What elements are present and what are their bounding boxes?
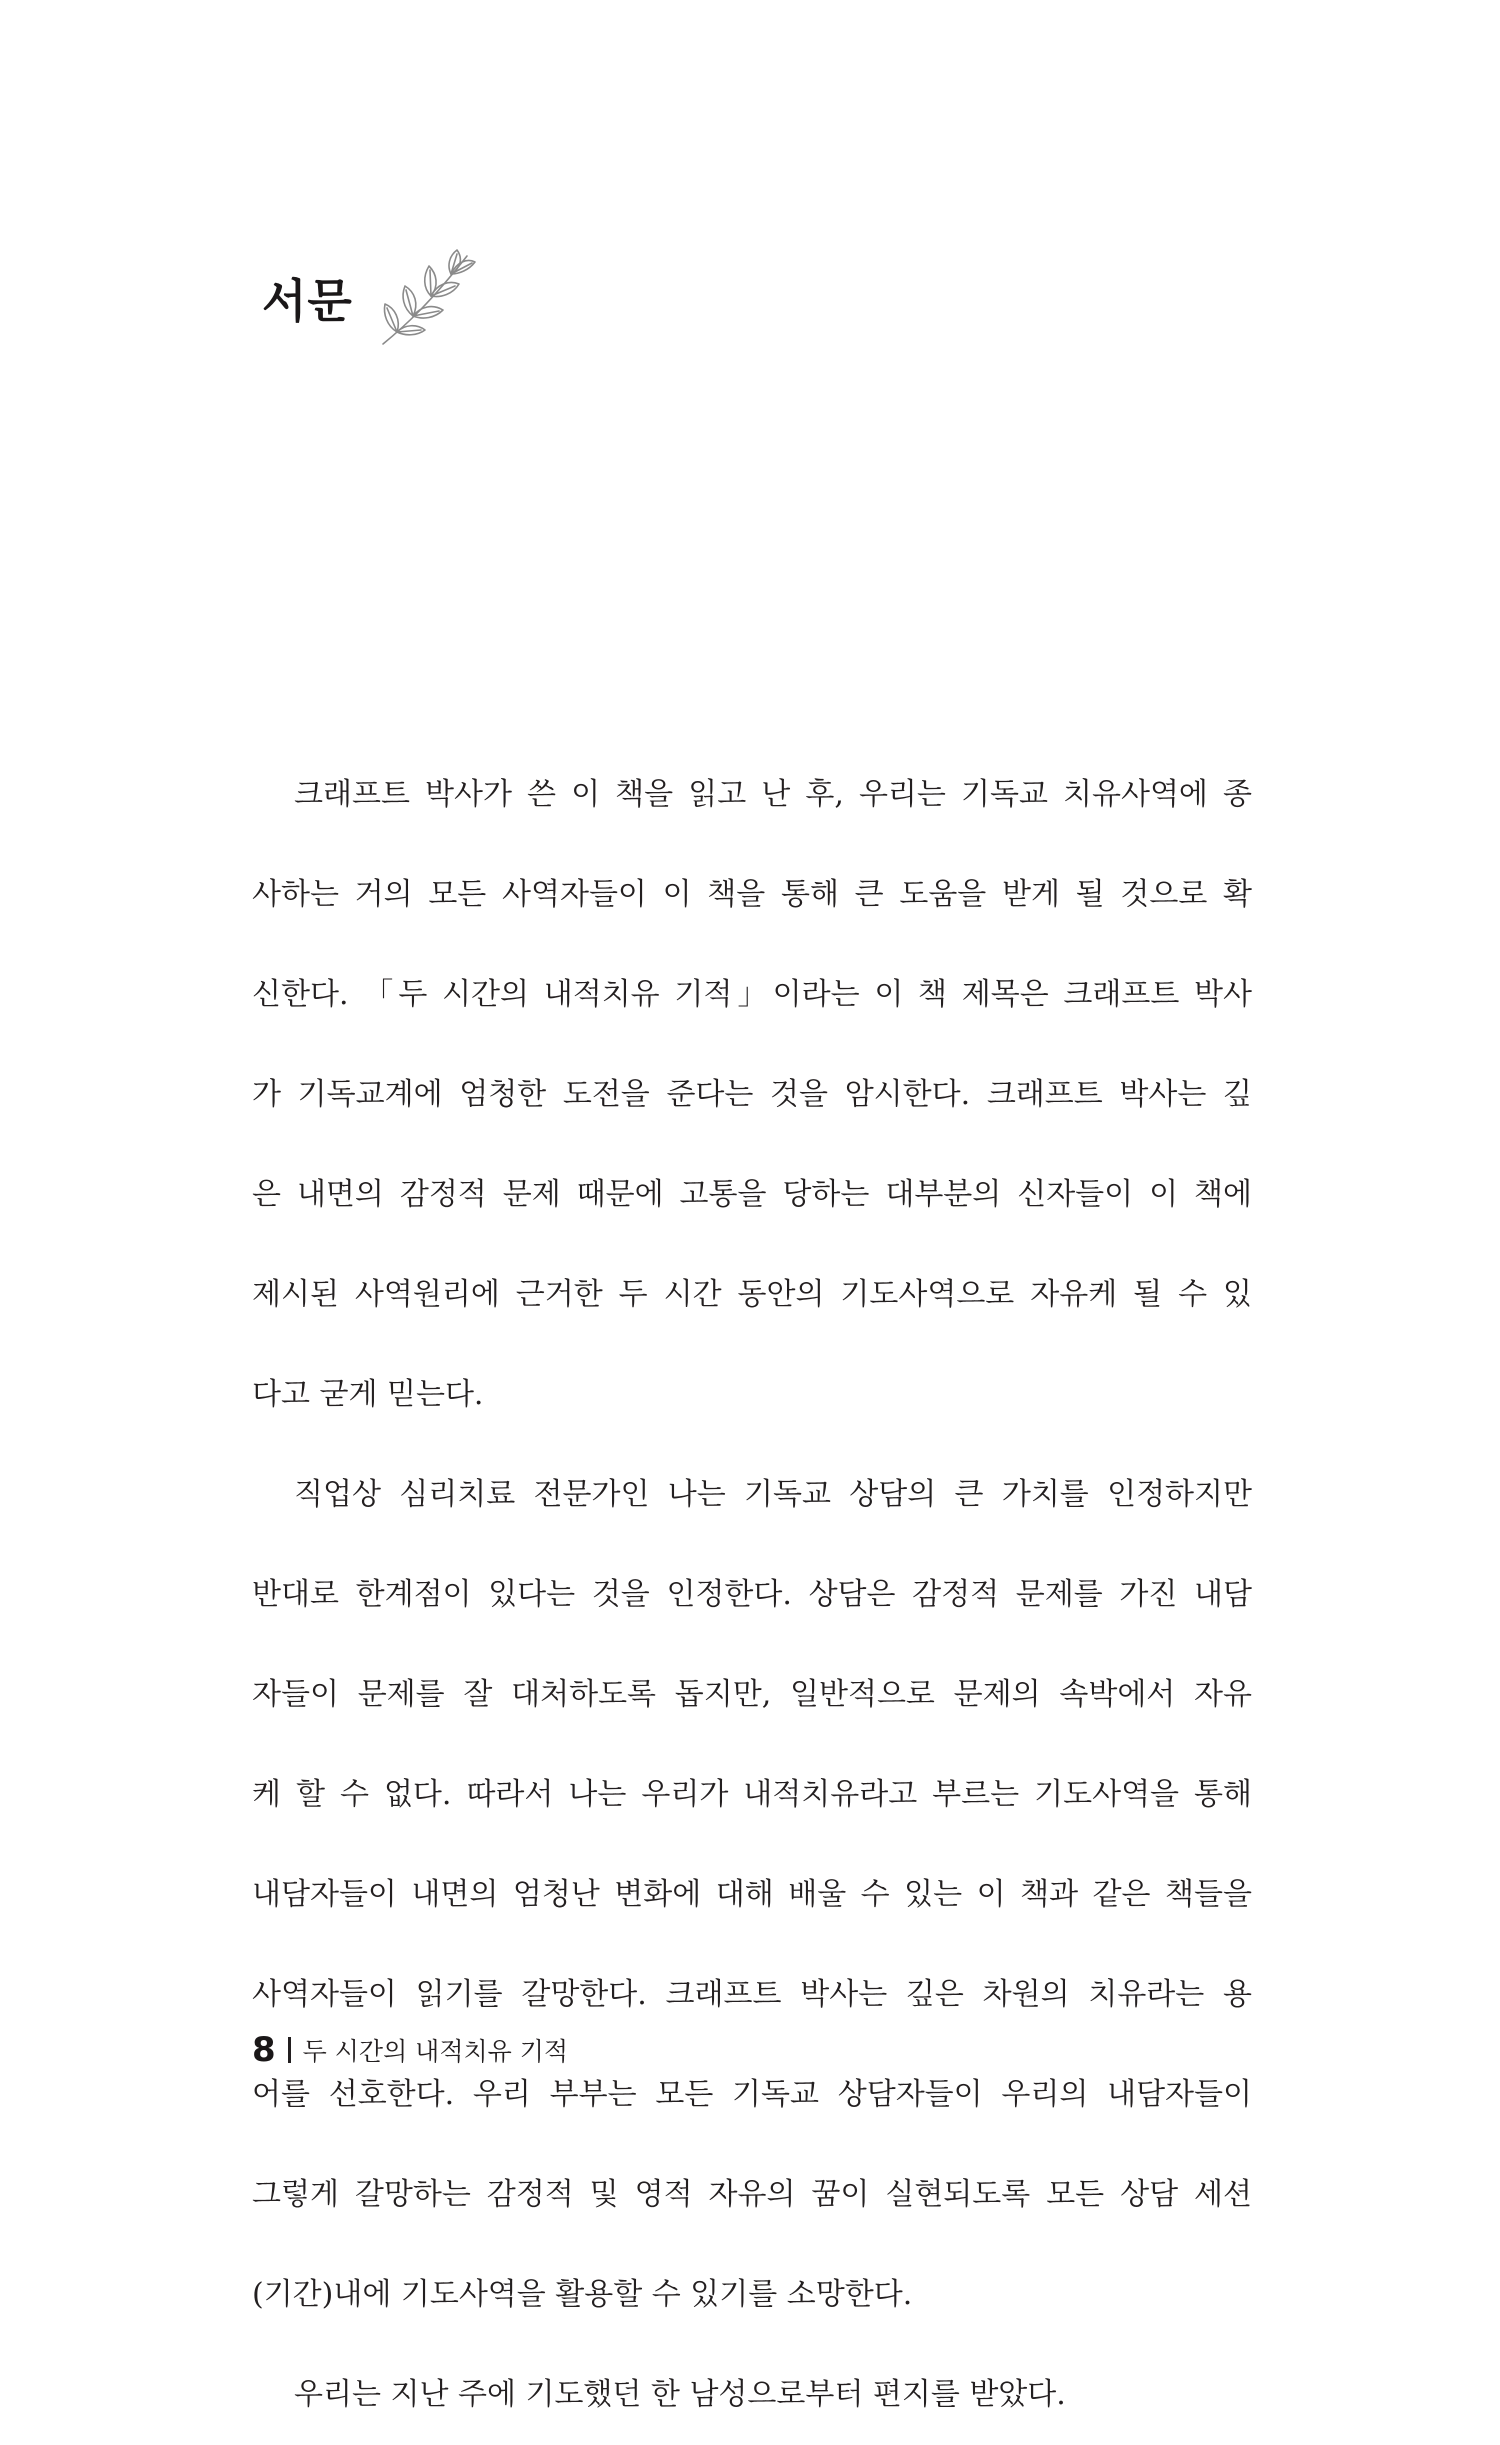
running-title: 두 시간의 내적치유 기적 [302,2037,569,2066]
text-line: 다고 굳게 믿는다. [252,1377,484,1412]
text-line: 그렇게 갈망하는 감정적 및 영적 자유의 꿈이 실현되도록 모든 상담 세션 [252,2177,1252,2212]
text-line: 자들이 문제를 잘 대처하도록 돕지만, 일반적으로 문제의 속박에서 자유 [252,1677,1252,1712]
text-line: 사역자들이 읽기를 갈망한다. 크래프트 박사는 깊은 차원의 치유라는 용 [252,1977,1252,2012]
text-line: 크래프트 박사가 쓴 이 책을 읽고 난 후, 우리는 기독교 치유사역에 종 [294,777,1252,812]
text-line: 은 내면의 감정적 문제 때문에 고통을 당하는 대부분의 신자들이 이 책에 [252,1177,1252,1212]
text-line: 제시된 사역원리에 근거한 두 시간 동안의 기도사역으로 자유케 될 수 있 [252,1277,1252,1312]
footer-divider [288,2037,291,2063]
text-line: 반대로 한계점이 있다는 것을 인정한다. 상담은 감정적 문제를 가진 내담 [252,1577,1252,1612]
text-line: 가 기독교계에 엄청한 도전을 준다는 것을 암시한다. 크래프트 박사는 깊 [252,1077,1252,1112]
text-line: 내담자들이 내면의 엄청난 변화에 대해 배울 수 있는 이 책과 같은 책들을 [252,1877,1252,1912]
page-footer [252,2030,568,2070]
text-line: 어를 선호한다. 우리 부부는 모든 기독교 상담자들이 우리의 내담자들이 [252,2077,1252,2112]
page-number: 8 [252,2030,276,2070]
text-line: 사하는 거의 모든 사역자들이 이 책을 통해 큰 도움을 받게 될 것으로 확 [252,877,1252,912]
leaf-icon [375,248,485,348]
text-line: 신한다. 「두 시간의 내적치유 기적」이라는 이 책 제목은 크래프트 박사 [252,977,1252,1012]
text-line: 직업상 심리치료 전문가인 나는 기독교 상담의 큰 가치를 인정하지만 [294,1477,1252,1512]
text-line: 우리는 지난 주에 기도했던 한 남성으로부터 편지를 받았다. [294,2377,1066,2412]
text-line: (기간)내에 기도사역을 활용할 수 있기를 소망한다. [252,2277,913,2312]
chapter-title: 서문 [262,274,353,328]
body-text [252,745,1252,2445]
text-line: 케 할 수 없다. 따라서 나는 우리가 내적치유라고 부르는 기도사역을 통해 [252,1777,1252,1812]
chapter-heading [262,248,485,348]
